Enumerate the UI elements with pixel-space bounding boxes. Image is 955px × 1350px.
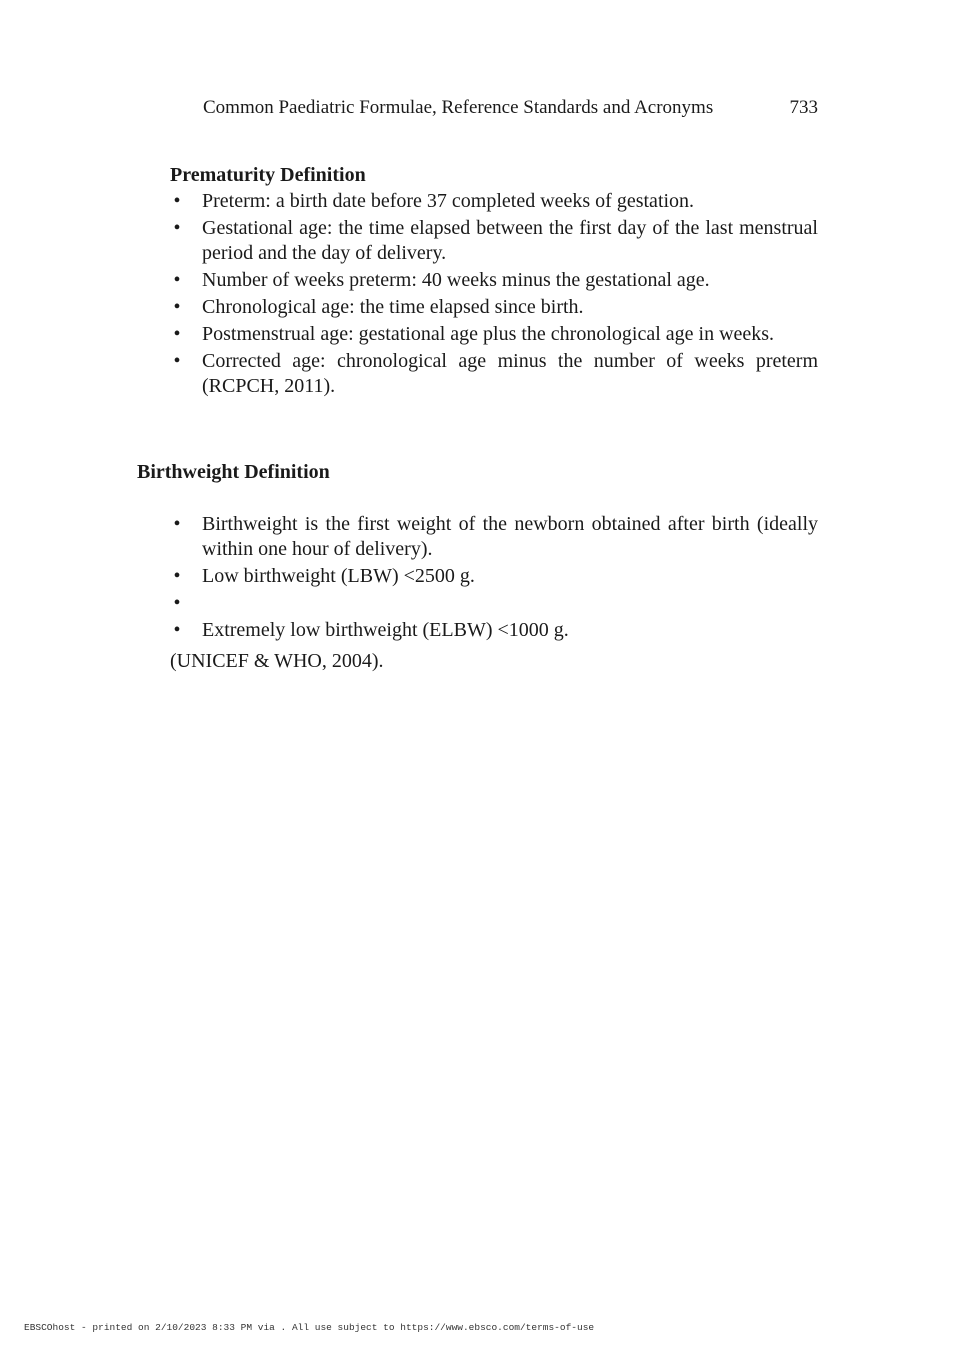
prematurity-title: Prematurity Definition	[170, 164, 366, 186]
running-title: Common Paediatric Formulae, Reference Standards and Acronyms	[203, 97, 714, 118]
prematurity-list	[170, 189, 818, 401]
list-item: • Extremely low birthweight (ELBW) <1000 g.	[173, 619, 569, 641]
list-item: • Gestational age: the time elapsed between the first day of the last menstrual period and the day of delivery.	[173, 217, 818, 264]
list-item: • Low birthweight (LBW) <2500 g.	[173, 565, 475, 587]
list-item: • Chronological age: the time elapsed since birth.	[173, 296, 584, 318]
list-item: • Preterm: a birth date before 37 completed weeks of gestation.	[173, 190, 695, 212]
birthweight-list	[170, 512, 818, 645]
list-item: • Birthweight is the first weight of the newborn obtained after birth (ideally within one hour of delivery).	[173, 513, 818, 560]
running-header	[203, 96, 818, 120]
list-item: • Postmenstrual age: gestational age plus the chronological age in weeks.	[173, 323, 775, 345]
list-item: •	[173, 592, 181, 614]
birthweight-title: Birthweight Definition	[137, 461, 330, 483]
page-number: 733	[789, 97, 818, 118]
print-footer: EBSCOhost - printed on 2/10/2023 8:33 PM via . All use subject to https://www.ebsco.com/terms-of-use	[24, 1322, 595, 1333]
list-item: • Number of weeks preterm: 40 weeks minus the gestational age.	[173, 269, 710, 291]
list-item: • Corrected age: chronological age minus the number of weeks preterm (RCPCH, 2011).	[173, 350, 818, 397]
birthweight-citation: (UNICEF & WHO, 2004).	[170, 650, 384, 672]
